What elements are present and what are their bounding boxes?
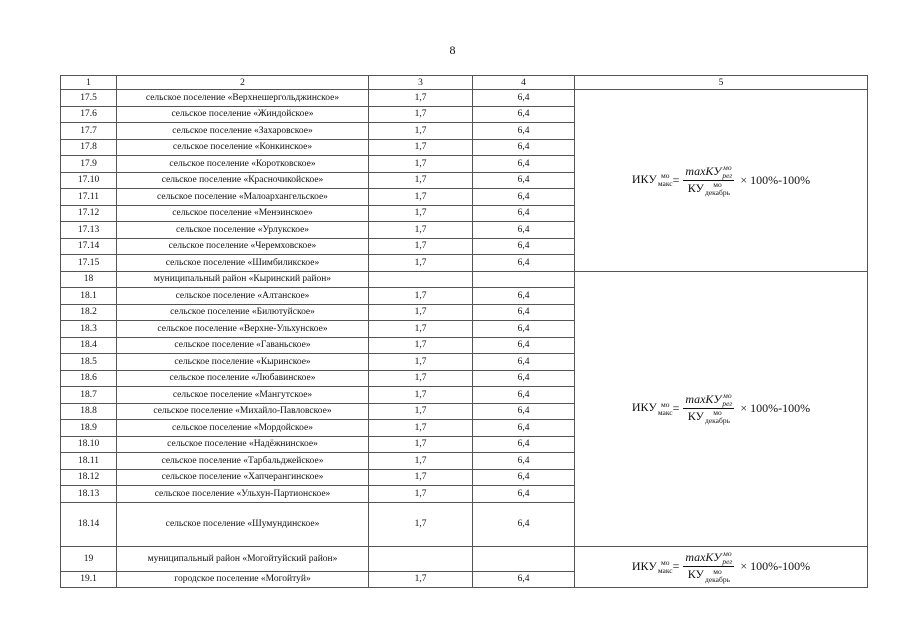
row-value-4: 6,4 — [473, 403, 575, 420]
formula: ИКУ мо макс = maxКУ мо рег КУ мо декабрь × 100%-100% — [631, 391, 811, 426]
table-row — [61, 271, 868, 288]
row-number: 18.11 — [61, 453, 117, 470]
row-value-3: 1,7 — [369, 156, 473, 173]
row-name: сельское поселение «Алтанское» — [117, 288, 369, 305]
table-row — [61, 90, 868, 107]
row-value-3: 1,7 — [369, 420, 473, 437]
row-value-4: 6,4 — [473, 222, 575, 239]
row-number: 18.8 — [61, 403, 117, 420]
row-name: сельское поселение «Михайло-Павловское» — [117, 403, 369, 420]
row-value-3: 1,7 — [369, 106, 473, 123]
row-value-3: 1,7 — [369, 337, 473, 354]
header-cell: 1 — [61, 76, 117, 90]
row-name: сельское поселение «Захаровское» — [117, 123, 369, 140]
formula-lhs: ИКУ мо макс — [631, 557, 673, 575]
row-value-3: 1,7 — [369, 387, 473, 404]
row-number: 18.13 — [61, 486, 117, 503]
row-value-4: 6,4 — [473, 354, 575, 371]
row-value-3: 1,7 — [369, 255, 473, 272]
row-value-3: 1,7 — [369, 172, 473, 189]
row-value-4: 6,4 — [473, 304, 575, 321]
row-number: 17.7 — [61, 123, 117, 140]
row-value-3: 1,7 — [369, 453, 473, 470]
row-number: 17.15 — [61, 255, 117, 272]
row-number: 18.3 — [61, 321, 117, 338]
row-value-4: 6,4 — [473, 189, 575, 206]
row-name: сельское поселение «Верхнешергольджинское» — [117, 90, 369, 107]
row-number: 18 — [61, 271, 117, 288]
row-value-4: 6,4 — [473, 436, 575, 453]
formula-cell — [575, 271, 868, 546]
row-number: 18.7 — [61, 387, 117, 404]
row-name: сельское поселение «Тарбальджейское» — [117, 453, 369, 470]
row-number: 18.1 — [61, 288, 117, 305]
row-value-4: 6,4 — [473, 571, 575, 588]
row-value-3: 1,7 — [369, 502, 473, 546]
row-name: сельское поселение «Гаваньское» — [117, 337, 369, 354]
row-value-3: 1,7 — [369, 436, 473, 453]
row-value-4: 6,4 — [473, 387, 575, 404]
formula-cell — [575, 90, 868, 272]
row-name: сельское поселение «Ульхун-Партионское» — [117, 486, 369, 503]
header-cell: 5 — [575, 76, 868, 90]
header-cell: 4 — [473, 76, 575, 90]
row-name: сельское поселение «Верхне-Ульхунское» — [117, 321, 369, 338]
row-value-3: 1,7 — [369, 403, 473, 420]
row-value-4: 6,4 — [473, 420, 575, 437]
row-value-3: 1,7 — [369, 238, 473, 255]
row-value-4: 6,4 — [473, 156, 575, 173]
formula-lhs: ИКУ мо макс — [631, 399, 673, 417]
row-value-4 — [473, 271, 575, 288]
row-name: сельское поселение «Хапчерангинское» — [117, 469, 369, 486]
row-value-4: 6,4 — [473, 288, 575, 305]
row-value-4: 6,4 — [473, 486, 575, 503]
row-number: 18.14 — [61, 502, 117, 546]
row-number: 17.8 — [61, 139, 117, 156]
row-value-4: 6,4 — [473, 123, 575, 140]
row-number: 17.14 — [61, 238, 117, 255]
header-cell: 3 — [369, 76, 473, 90]
row-value-3: 1,7 — [369, 370, 473, 387]
formula-lhs: ИКУ мо макс — [631, 171, 673, 189]
row-name: сельское поселение «Урлукское» — [117, 222, 369, 239]
row-value-3: 1,7 — [369, 205, 473, 222]
formula: ИКУ мо макс = maxКУ мо рег КУ мо декабрь × 100%-100% — [631, 549, 811, 584]
row-name: сельское поселение «Шимбиликское» — [117, 255, 369, 272]
row-number: 17.11 — [61, 189, 117, 206]
row-value-3: 1,7 — [369, 189, 473, 206]
formula-fraction: maxКУ мо рег КУ мо декабрь — [685, 162, 733, 197]
data-table — [60, 75, 868, 588]
row-value-4: 6,4 — [473, 205, 575, 222]
row-value-3: 1,7 — [369, 139, 473, 156]
row-number: 17.10 — [61, 172, 117, 189]
formula-fraction: maxКУ мо рег КУ мо декабрь — [685, 549, 733, 584]
row-number: 18.12 — [61, 469, 117, 486]
row-name: сельское поселение «Менэинское» — [117, 205, 369, 222]
row-name: сельское поселение «Малоархангельское» — [117, 189, 369, 206]
row-number: 18.9 — [61, 420, 117, 437]
row-value-3: 1,7 — [369, 123, 473, 140]
row-value-4: 6,4 — [473, 172, 575, 189]
formula-cell — [575, 546, 868, 588]
row-number: 17.5 — [61, 90, 117, 107]
formula-fraction: maxКУ мо рег КУ мо декабрь — [685, 391, 733, 426]
row-value-4: 6,4 — [473, 453, 575, 470]
row-value-4: 6,4 — [473, 321, 575, 338]
row-value-3: 1,7 — [369, 321, 473, 338]
row-value-3: 1,7 — [369, 354, 473, 371]
row-value-4: 6,4 — [473, 238, 575, 255]
row-number: 18.10 — [61, 436, 117, 453]
row-value-3: 1,7 — [369, 469, 473, 486]
row-name: сельское поселение «Билютуйское» — [117, 304, 369, 321]
row-value-3: 1,7 — [369, 486, 473, 503]
row-name: муниципальный район «Могойтуйский район» — [117, 546, 369, 571]
row-value-3 — [369, 546, 473, 571]
table-header-row — [61, 76, 868, 90]
formula: ИКУ мо макс = maxКУ мо рег КУ мо декабрь × 100%-100% — [631, 162, 811, 197]
row-name: сельское поселение «Мордойское» — [117, 420, 369, 437]
row-number: 18.2 — [61, 304, 117, 321]
row-name: городское поселение «Могойтуй» — [117, 571, 369, 588]
row-number: 19.1 — [61, 571, 117, 588]
row-value-3: 1,7 — [369, 90, 473, 107]
header-cell: 2 — [117, 76, 369, 90]
row-name: сельское поселение «Мангутское» — [117, 387, 369, 404]
row-number: 18.4 — [61, 337, 117, 354]
row-value-4: 6,4 — [473, 139, 575, 156]
row-value-4: 6,4 — [473, 90, 575, 107]
row-name: сельское поселение «Жиндойское» — [117, 106, 369, 123]
row-value-3 — [369, 271, 473, 288]
row-number: 18.5 — [61, 354, 117, 371]
row-name: сельское поселение «Красночикойское» — [117, 172, 369, 189]
page-number: 8 — [449, 43, 456, 57]
row-value-4: 6,4 — [473, 469, 575, 486]
row-name: сельское поселение «Коротковское» — [117, 156, 369, 173]
row-name: муниципальный район «Кыринский район» — [117, 271, 369, 288]
row-value-3: 1,7 — [369, 222, 473, 239]
row-value-3: 1,7 — [369, 571, 473, 588]
row-number: 17.12 — [61, 205, 117, 222]
row-number: 17.6 — [61, 106, 117, 123]
row-value-4: 6,4 — [473, 370, 575, 387]
row-value-4: 6,4 — [473, 255, 575, 272]
row-name: сельское поселение «Надёжнинское» — [117, 436, 369, 453]
row-value-4: 6,4 — [473, 106, 575, 123]
row-name: сельское поселение «Кыринское» — [117, 354, 369, 371]
row-name: сельское поселение «Черемховское» — [117, 238, 369, 255]
row-value-4: 6,4 — [473, 502, 575, 546]
row-number: 17.9 — [61, 156, 117, 173]
row-number: 19 — [61, 546, 117, 571]
row-value-4: 6,4 — [473, 337, 575, 354]
row-name: сельское поселение «Любавинское» — [117, 370, 369, 387]
row-name: сельское поселение «Конкинское» — [117, 139, 369, 156]
row-number: 18.6 — [61, 370, 117, 387]
row-name: сельское поселение «Шумундинское» — [117, 502, 369, 546]
row-value-3: 1,7 — [369, 288, 473, 305]
row-value-4 — [473, 546, 575, 571]
table-row — [61, 546, 868, 571]
row-value-3: 1,7 — [369, 304, 473, 321]
row-number: 17.13 — [61, 222, 117, 239]
